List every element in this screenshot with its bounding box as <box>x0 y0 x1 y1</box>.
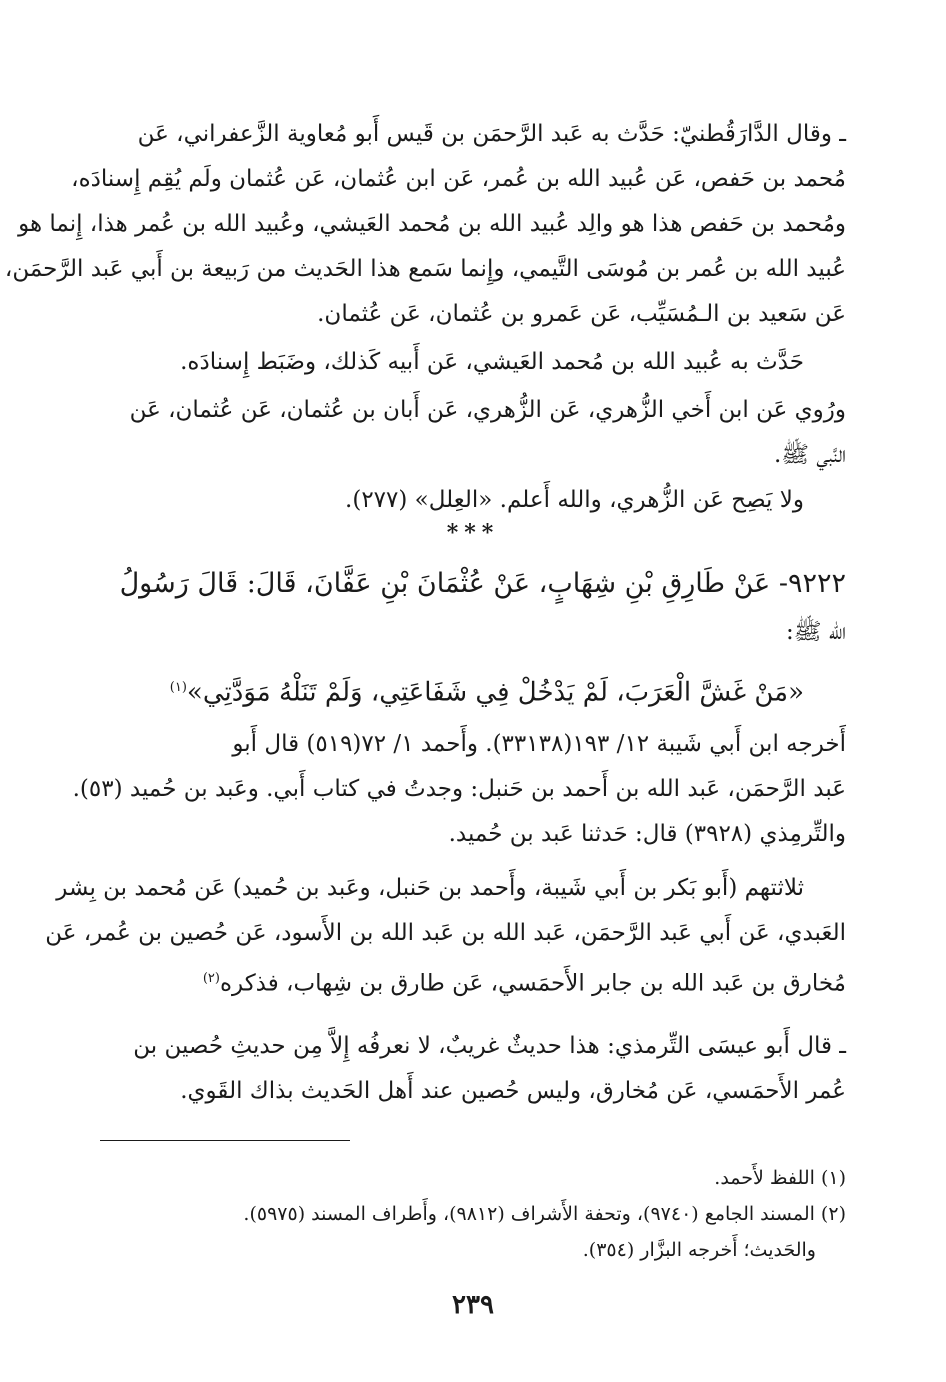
text-line: الله ﷺ: <box>785 619 846 645</box>
footnote-2: (٢) المسند الجامع (٩٧٤٠)، وتحفة الأَشراف (٩٨١٢)، وأَطراف المسند (٥٩٧٥). <box>243 1203 846 1225</box>
text-line: عَن سَعيد بن الـمُسَيِّب، عَن عَمرو بن عُثمان، عَن عُثمان. <box>317 301 846 327</box>
text-line: عُمر الأَحمَسي، عَن مُخارق، وليس حُصين عند أَهل الحَديث بذاك القَوي. <box>180 1078 846 1104</box>
text-line: عَبد الرَّحمَن، عَبد الله بن أَحمد بن حَنبل: وجدتُ في كتاب أَبي. وعَبد بن حُميد (٥٣). <box>72 776 846 802</box>
paragraph-takhrij <box>72 722 846 857</box>
paragraph-daraqutni <box>4 112 846 337</box>
paragraph-ruwiya <box>100 388 846 478</box>
footnote-divider <box>100 1140 350 1141</box>
text-line: ثلاثتهم (أَبو بَكر بن أَبي شَيبة، وأَحمد بن حَنبل، وعَبد بن حُميد) عَن مُحمد بن بِشر <box>56 875 804 901</box>
text-line: ـ وقال الدَّارَقُطنيّ: حَدَّث به عَبد الرَّحمَن بن قَيس أَبو مُعاوية الزَّعفراني، عَن <box>137 121 846 147</box>
text-line: العَبدي، عَن أَبي عَبد الرَّحمَن، عَبد الله بن عَبد الله بن الأَسود، عَن حُصين بن عُمر، عَن <box>45 920 846 946</box>
footnote-marker: (٢) <box>202 971 220 986</box>
paragraph-haddath <box>100 340 846 385</box>
text-line: والتِّرمِذي (٣٩٢٨) قال: حَدثنا عَبد بن حُميد. <box>448 821 846 847</box>
text-line: ورُوي عَن ابن أَخي الزُّهري، عَن الزُّهري، عَن أَبان بن عُثمان، عَن عُثمان، عَن <box>129 397 846 423</box>
paragraph-la-yasih <box>100 478 846 523</box>
text-line: ومُحمد بن حَفص هذا هو والِد عُبيد الله بن مُحمد العَيشي، وعُبيد الله بن عُمر هذا، إِنما هو <box>18 211 846 237</box>
footnotes <box>100 1160 846 1268</box>
hadith-number-line: ٩٢٢٢- عَنْ طَارِقِ بْنِ شِهَابٍ، عَنْ عُثْمَانَ بْنِ عَفَّانَ، قَالَ: قَالَ رَسُولُ <box>119 568 846 599</box>
text-line: حَدَّث به عُبيد الله بن مُحمد العَيشي، عَن أَبيه كَذلك، وضَبَط إِسنادَه. <box>180 349 804 375</box>
footnote-marker: (١) <box>169 680 187 695</box>
hadith-matn <box>100 664 846 717</box>
paragraph-tirmidhi <box>100 1024 846 1114</box>
text-line: مُخارق بن عَبد الله بن جابر الأَحمَسي، عَن طارق بن شِهاب، فذكره <box>219 970 846 997</box>
text-line: النَّبي ﷺ. <box>773 442 846 468</box>
footnote-2-continued: والحَديث؛ أَخرجه البزَّار (٣٥٤). <box>582 1239 816 1261</box>
text-line: مُحمد بن حَفص، عَن عُبيد الله بن عُمر، عَن ابن عُثمان، عَن عُثمان ولَم يُقِم إِسنادَه، <box>71 166 846 192</box>
paragraph-thalathatuhum <box>45 866 846 1007</box>
text-line: عُبيد الله بن عُمر بن مُوسَى التَّيمي، وإِنما سَمع هذا الحَديث من رَبيعة بن أَبي عَبد الرَّحمَن، <box>4 256 846 282</box>
text-line: أَخرجه ابن أَبي شَيبة ١٢/ ١٩٣(٣٣١٣٨). وأَحمد ١/ ٧٢(٥١٩) قال أَبو <box>232 731 846 757</box>
hadith-heading <box>100 560 846 656</box>
matn-text: «مَنْ غَشَّ الْعَرَبَ، لَمْ يَدْخُلْ فِي شَفَاعَتِي، وَلَمْ تَنَلْهُ مَوَدَّتِي» <box>186 677 804 708</box>
text-line: ـ قال أَبو عيسَى التِّرمذي: هذا حديثٌ غريبٌ، لا نعرفُه إِلاَّ مِن حديثِ حُصين بن <box>133 1033 846 1059</box>
section-separator: *** <box>446 520 500 546</box>
page-number: ٢٣٩ <box>452 1290 494 1320</box>
footnote-1: (١) اللفظ لأَحمد. <box>714 1167 846 1189</box>
text-line: ولا يَصِح عَن الزُّهري، والله أَعلم. «العِلل» (٢٧٧). <box>345 487 804 513</box>
